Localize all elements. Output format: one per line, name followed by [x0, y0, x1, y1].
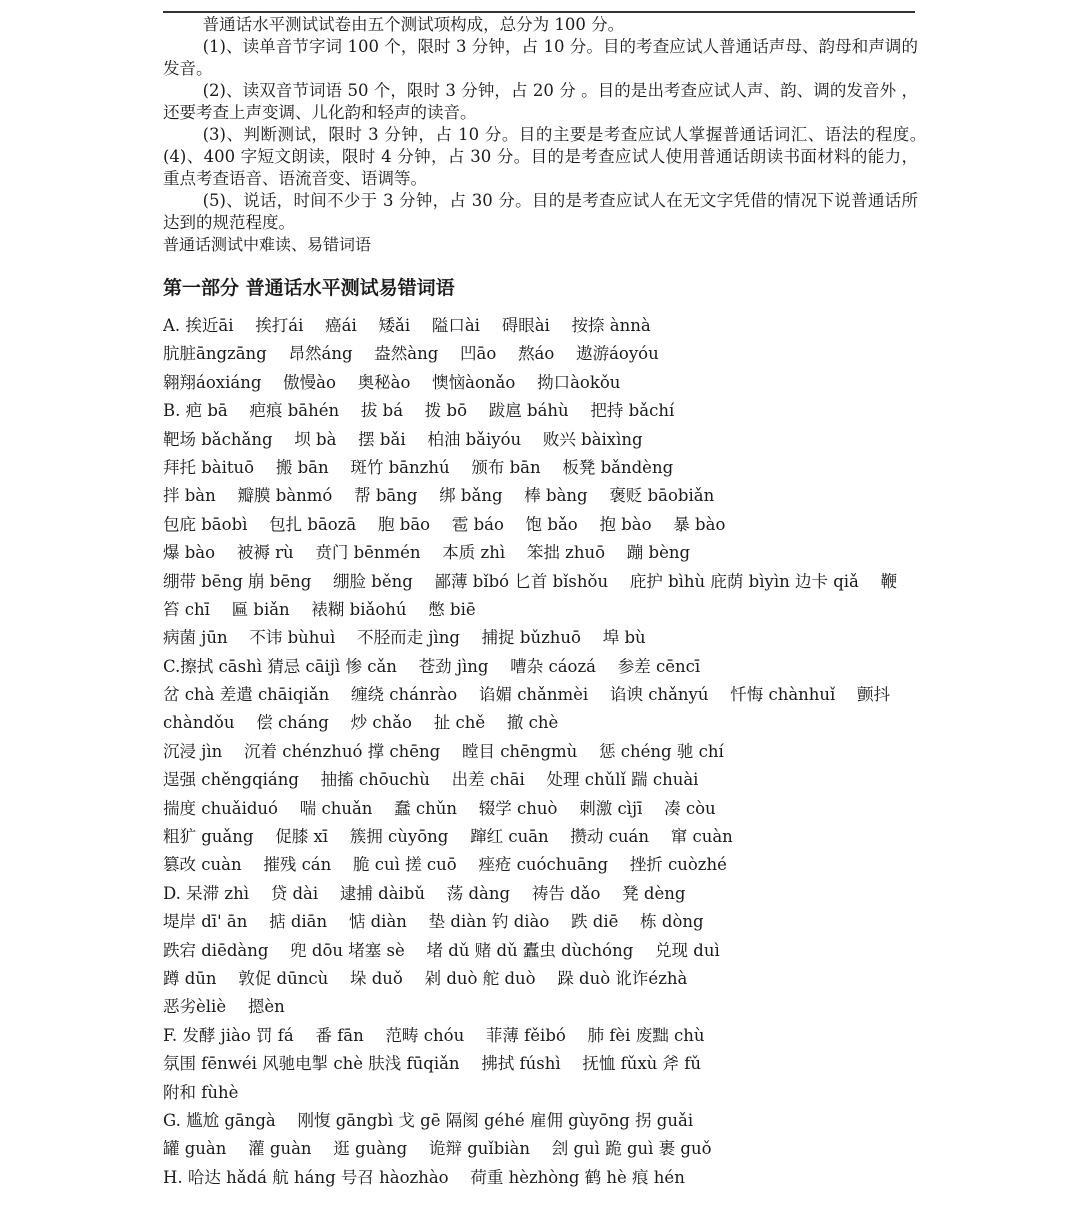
word-list-line: chàndǒu 偿 cháng 炒 chǎo 扯 chě 撤 chè — [163, 713, 559, 733]
word-list-line: 逞强 chěngqiáng 抽搐 chōuchù 出差 chāi 处理 chǔlǐ 踹 chuài — [163, 770, 699, 790]
intro-item-5: (5)、说话，时间不少于 3 分钟，占 30 分。目的是考查应试人在无文字凭借的情况下说普通话所达到的规范程度。 — [163, 191, 918, 232]
word-list-line: C.擦拭 cāshì 猜忌 cāijì 惨 cǎn 苍劲 jìng 嘈杂 cáozá 参差 cēncī — [163, 656, 701, 676]
top-rule — [163, 11, 915, 13]
word-list-line: 岔 chà 差遣 chāiqiǎn 缠绕 chánrào 谄媚 chǎnmèi 谄谀 chǎnyú 忏悔 chànhuǐ 颤抖 — [163, 685, 891, 705]
word-list-line: 肮脏āngzāng 昂然áng 盎然àng 凹āo 熬áo 遨游áoyóu — [163, 344, 659, 364]
word-list-line: B. 疤 bā 疤痕 bāhén 拔 bá 拨 bō 跋扈 báhù 把持 bǎchí — [163, 401, 675, 421]
word-list-line: 包庇 bāobì 包扎 bāozā 胞 bāo 雹 báo 饱 bǎo 抱 bào 暴 bào — [163, 514, 726, 534]
word-list-line: 笞 chī 匾 biǎn 裱糊 biǎohú 憋 biē — [163, 599, 476, 619]
word-list-line: G. 尴尬 gāngà 刚愎 gāngbì 戈 gē 隔阂 géhé 雇佣 gùyōng 拐 guǎi — [163, 1110, 694, 1130]
word-list-line: 篡改 cuàn 摧残 cán 脆 cuì 搓 cuō 痤疮 cuóchuāng 挫折 cuòzhé — [163, 855, 727, 875]
word-list-line: H. 哈达 hǎdá 航 háng 号召 hàozhào 荷重 hèzhòng 鹤 hè 痕 hén — [163, 1167, 685, 1187]
word-list-line: 氛围 fēnwéi 风驰电掣 chè 肤浅 fūqiǎn 拂拭 fúshì 抚恤 fǔxù 斧 fǔ — [163, 1054, 702, 1074]
intro-section — [163, 14, 951, 256]
word-list-line: 附和 fùhè — [163, 1082, 239, 1102]
intro-item-3-4: (3)、判断测试，限时 3 分钟，占 10 分。目的主要是考查应试人掌握普通话词汇、语法的程度。 (4)、400 字短文朗读，限时 4 分钟，占 30 分。目的是考查应试人使用普通话朗读书面材料的能力，重点考查语音、语流音变、语调等。 — [163, 125, 951, 188]
word-list-line: 病菌 jūn 不讳 bùhuì 不胫而走 jìng 捕捉 bǔzhuō 埠 bù — [163, 628, 646, 648]
word-list-line: 沉浸 jìn 沉着 chénzhuó 撑 chēng 瞠目 chēngmù 惩 chéng 驰 chí — [163, 741, 724, 761]
word-list-line: 跌宕 diēdàng 兜 dōu 堵塞 sè 堵 dǔ 赌 dǔ 蠹虫 dùchóng 兑现 duì — [163, 940, 720, 960]
word-list-line: A. 挨近āi 挨打ái 癌ái 矮ǎi 隘口ài 碍眼ài 按捺 ànnà — [163, 316, 651, 335]
word-list-line: 罐 guàn 灌 guàn 逛 guàng 诡辩 guǐbiàn 刽 guì 跪 guì 裹 guǒ — [163, 1139, 712, 1159]
word-list-line: 靶场 bǎchǎng 坝 bà 摆 bǎi 柏油 bǎiyóu 败兴 bàixìng — [163, 429, 643, 449]
word-list-line: 爆 bào 被褥 rù 贲门 bēnmén 本质 zhì 笨拙 zhuō 蹦 bèng — [163, 543, 691, 563]
word-list-line: 蹲 dūn 敦促 dūncù 垛 duǒ 剁 duò 舵 duò 跺 duò 讹诈ézhà — [163, 968, 688, 988]
word-list-line: 翱翔áoxiáng 傲慢ào 奥秘ào 懊恼àonǎo 拗口àokǒu — [163, 372, 621, 392]
intro-item-2: (2)、读双音节词语 50 个，限时 3 分钟，占 20 分 。目的是出考查应试人声、韵、调的发音外 ，还要考查上声变调、儿化韵和轻声的读音。 — [163, 81, 918, 122]
word-list-line: 恶劣èliè 摁èn — [163, 997, 285, 1017]
word-list-line: 拌 bàn 瓣膜 bànmó 帮 bāng 绑 bǎng 棒 bàng 褒贬 bāobiǎn — [163, 486, 715, 506]
intro-subtitle: 普通话测试中难读、易错词语 — [163, 235, 372, 254]
word-list-line: 粗犷 guǎng 促膝 xī 簇拥 cùyōng 蹿红 cuān 攒动 cuán 窜 cuàn — [163, 827, 733, 847]
word-list-line: 绷带 bēng 崩 bēng 绷脸 běng 鄙薄 bǐbó 匕首 bǐshǒu 庇护 bìhù 庇荫 bìyìn 边卡 qiǎ 鞭 — [163, 571, 898, 591]
section-heading: 第一部分 普通话水平测试易错词语 — [163, 277, 455, 299]
intro-item-1: (1)、读单音节字词 100 个，限时 3 分钟，占 10 分。目的考查应试人普通话声母、韵母和声调的发音。 — [163, 37, 918, 78]
word-list-line: 揣度 chuǎiduó 喘 chuǎn 蠢 chǔn 辍学 chuò 刺激 cìjī 凑 còu — [163, 798, 716, 818]
word-list-line: 堤岸 dī' ān 掂 diān 惦 diàn 垫 diàn 钓 diào 跌 diē 栋 dòng — [163, 912, 704, 932]
word-list-line: D. 呆滞 zhì 贷 dài 逮捕 dàibǔ 荡 dàng 祷告 dǎo 凳 dèng — [163, 883, 686, 903]
word-list-line: F. 发酵 jiào 罚 fá 番 fān 范畴 chóu 菲薄 fěibó 肺 fèi 废黜 chù — [163, 1025, 705, 1045]
word-list — [163, 312, 923, 1192]
word-list-line: 拜托 bàituō 搬 bān 斑竹 bānzhú 颁布 bān 板凳 bǎndèng — [163, 457, 674, 477]
intro-overview: 普通话水平测试试卷由五个测试项构成，总分为 100 分。 — [202, 15, 625, 34]
